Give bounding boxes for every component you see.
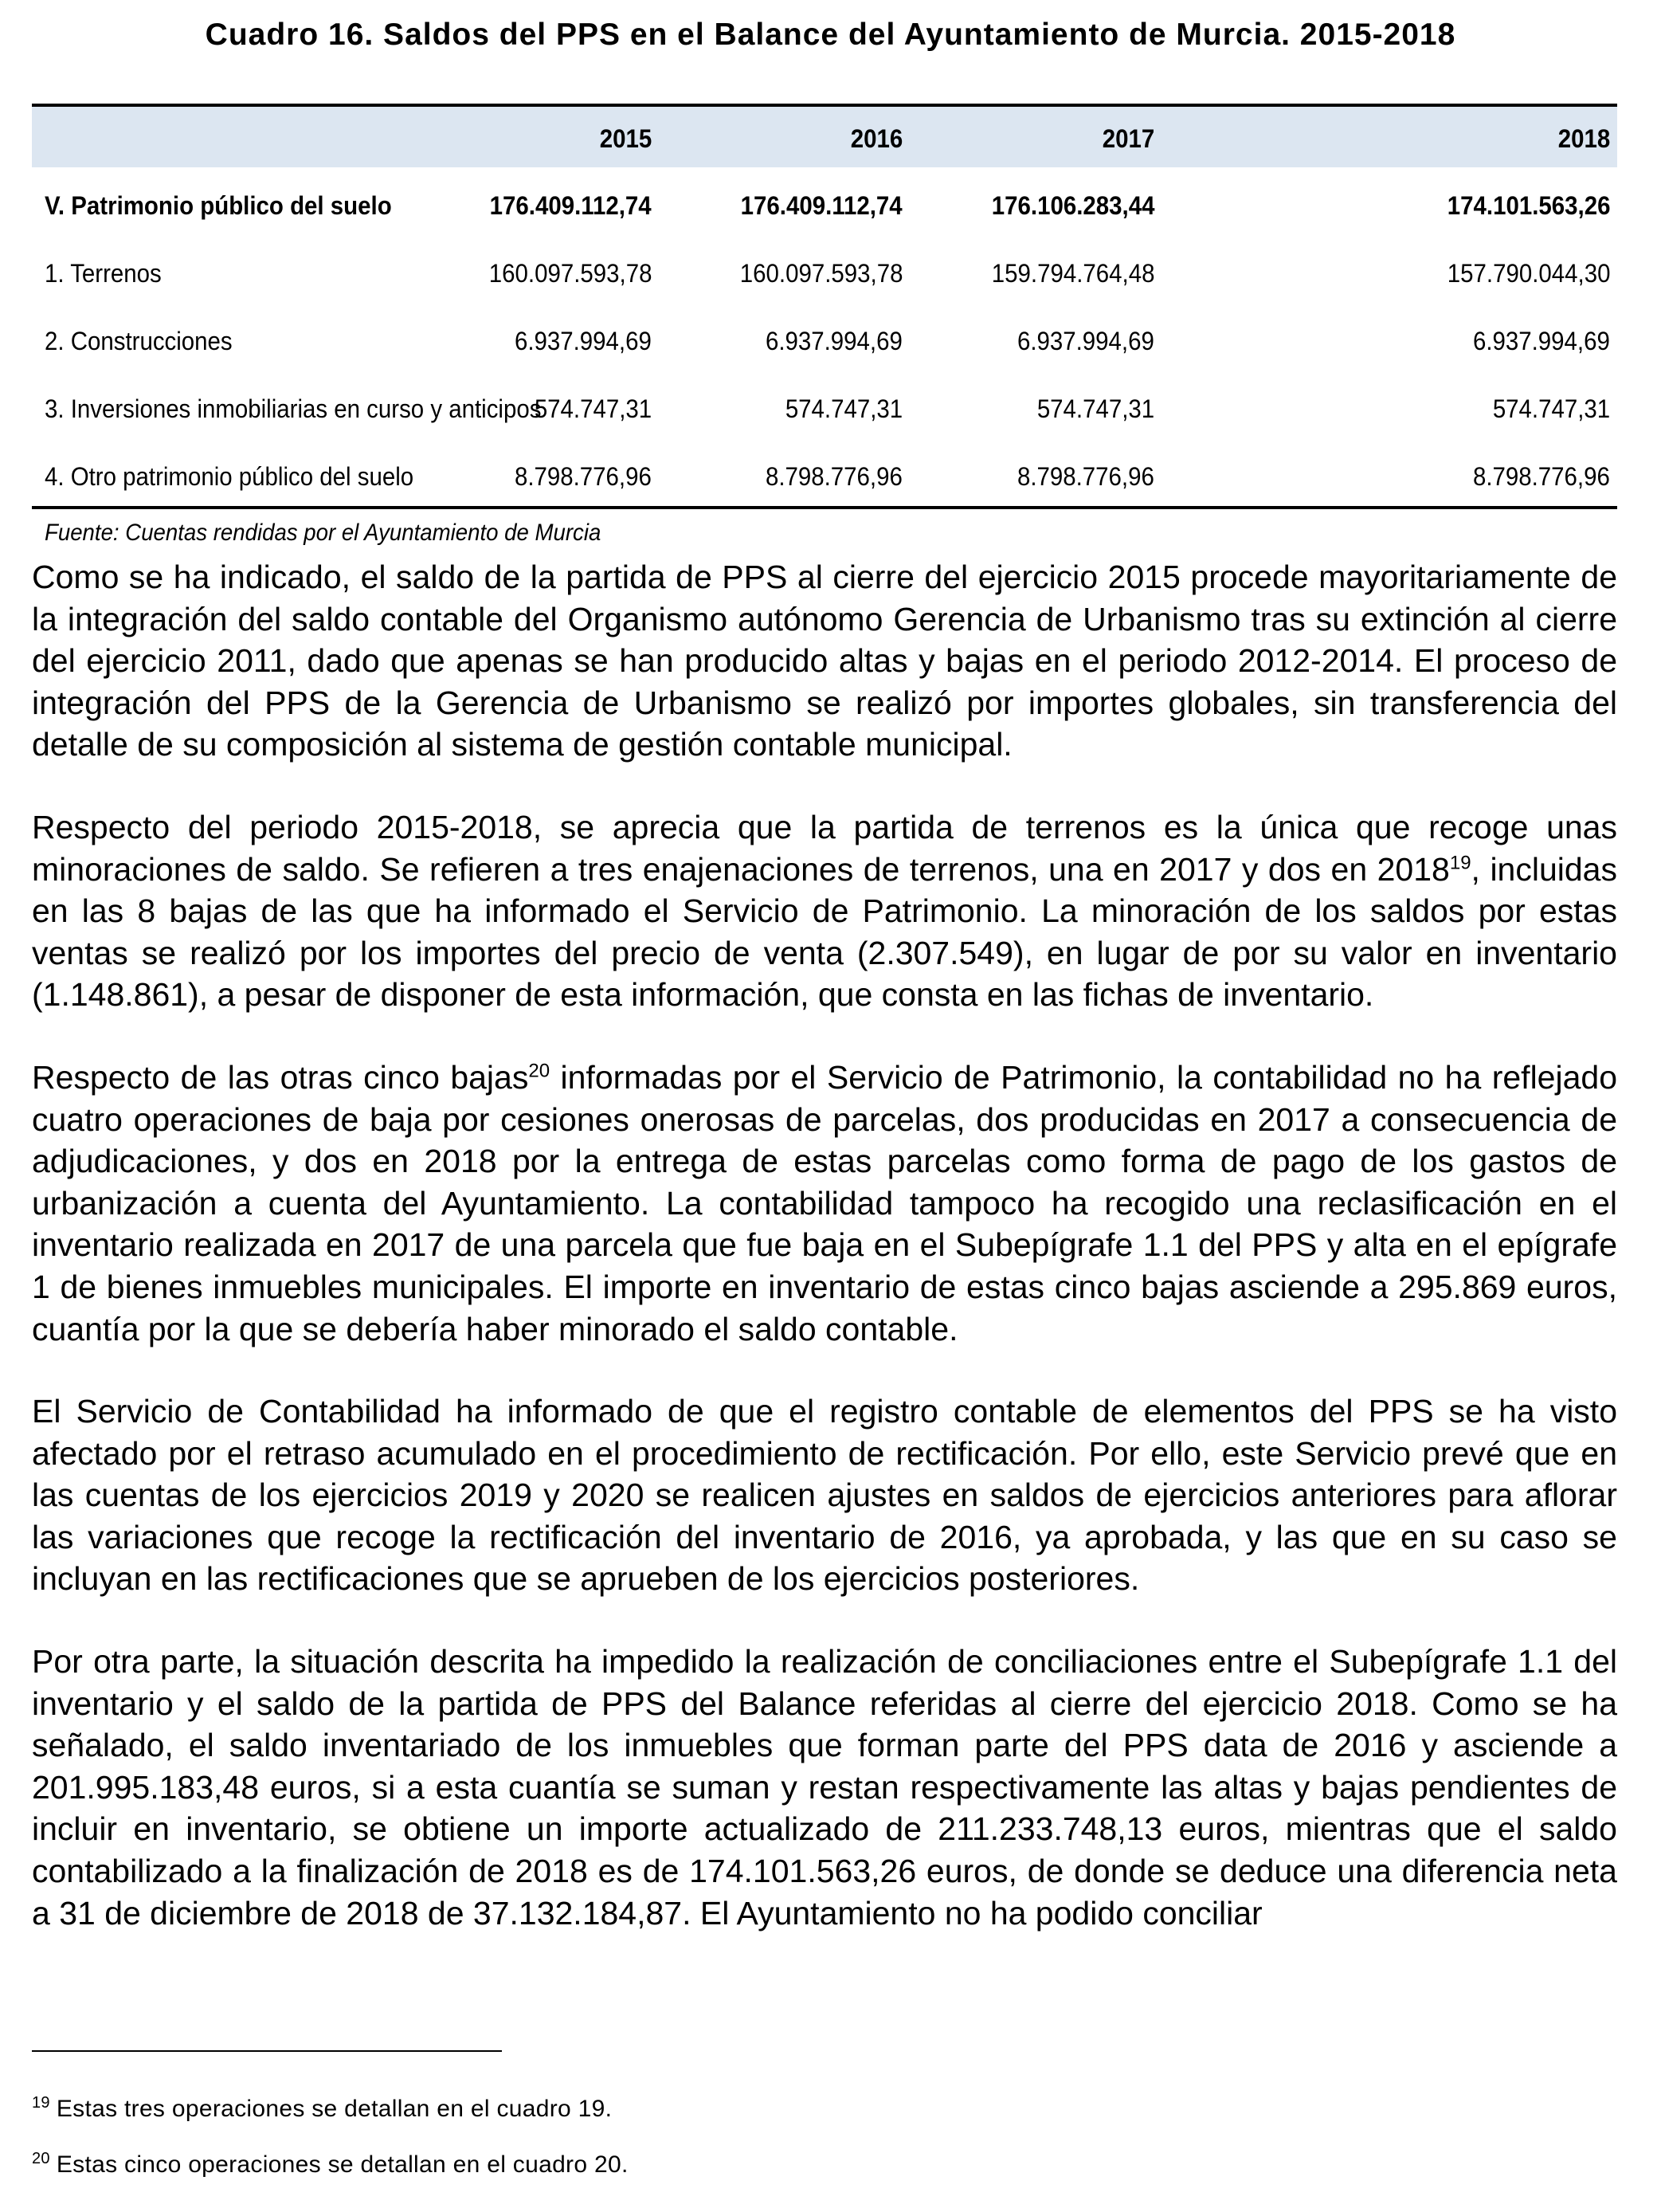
cell-2016: 574.747,31 bbox=[785, 394, 903, 423]
table-bottom-rule bbox=[32, 506, 1617, 509]
pps-balance-table bbox=[32, 104, 1617, 509]
table-row bbox=[32, 438, 1617, 506]
footnote-text: Estas tres operaciones se detallan en el cuadro 19. bbox=[56, 2096, 613, 2122]
paragraph-5: Por otra parte, la situación descrita ha impedido la realización de conciliaciones entre el Subepígrafe 1.1 del inventario y el saldo de la partida de PPS del Balance referidas al cierre del ejercicio 2018. Como se ha señalado, el saldo inventariado de los inmuebles que forman parte del PPS data de 2016 y asciende a 201.995.183,48 euros, si a esta cuantía se suman y restan respectivamente las altas y bajas pendientes de incluir en inventario, se obtiene un importe actualizado de 211.233.748,13 euros, mientras que el saldo contabilizado a la finalización de 2018 es de 174.101.563,26 euros, de donde se deduce una diferencia neta a 31 de diciembre de 2018 de 37.132.184,87. El Ayuntamiento no ha podido conciliar bbox=[32, 1643, 1617, 1932]
paragraph-3-text-b: informadas por el Servicio de Patrimonio, la contabilidad no ha reflejado cuatro operaciones de baja por cesiones onerosas de parcelas, dos producidas en 2017 a consecuencia de adjudicaciones, y dos en 2018 por la entrega de estas parcelas como forma de pago de los gastos de urbanización a cuenta del Ayuntamiento. La contabilidad tampoco ha recogido una reclasificación en el inventario realizada en 2017 de una parcela que fue baja en el Subepígrafe 1.1 del PPS y alta en el epígrafe 1 de bienes inmuebles municipales. El importe en inventario de estas cinco bajas asciende a 295.869 euros, cuantía por la que se debería haber minorado el saldo contable. bbox=[32, 1058, 1618, 1347]
header-year-2016: 2016 bbox=[850, 124, 903, 153]
table-row bbox=[32, 303, 1617, 371]
paragraph-4: El Servicio de Contabilidad ha informado de que el registro contable de elementos del PPS se ha visto afectado por el retraso acumulado en el procedimiento de rectificación. Por ello, este Servicio prevé que en las cuentas de los ejercicios 2019 y 2020 se realicen ajustes en saldos de ejercicios anteriores para aflorar las variaciones que recoge la rectificación del inventario de 2016, ya aprobada, y las que en su caso se incluyan en las rectificaciones que se aprueben de los ejercicios posteriores. bbox=[32, 1393, 1617, 1598]
cell-2018: 6.937.994,69 bbox=[1473, 327, 1610, 355]
paragraph-2-text-b: , incluidas en las 8 bajas de las que ha informado el Servicio de Patrimonio. La minoración de los saldos por estas ventas se realizó por los importes del precio de venta (2.307.549), en lugar de por su valor en inventario (1.148.861), a pesar de disponer de esta información, que consta en las fichas de inventario. bbox=[32, 850, 1617, 1014]
header-year-2018: 2018 bbox=[1557, 124, 1610, 153]
footnote-separator bbox=[32, 2050, 502, 2052]
row-label: 2. Construcciones bbox=[45, 327, 233, 355]
cell-2015: 6.937.994,69 bbox=[515, 327, 652, 355]
footnote-text: Estas cinco operaciones se detallan en el cuadro 20. bbox=[56, 2151, 629, 2178]
row-label: V. Patrimonio público del suelo bbox=[45, 191, 392, 220]
table-row bbox=[32, 371, 1617, 438]
table-row bbox=[32, 235, 1617, 303]
paragraph-1: Como se ha indicado, el saldo de la partida de PPS al cierre del ejercicio 2015 procede mayoritariamente de la integración del saldo contable del Organismo autónomo Gerencia de Urbanismo tras su extinción al cierre del ejercicio 2011, dado que apenas se han producido altas y bajas en el periodo 2012-2014. El proceso de integración del PPS de la Gerencia de Urbanismo se realizó por importes globales, sin transferencia del detalle de su composición al sistema de gestión contable municipal. bbox=[32, 559, 1617, 763]
row-label: 1. Terrenos bbox=[45, 259, 162, 288]
table-source: Fuente: Cuentas rendidas por el Ayuntamiento de Murcia bbox=[45, 520, 601, 546]
paragraph-3 bbox=[32, 1057, 1617, 1350]
footnote-number: 19 bbox=[32, 2094, 50, 2112]
footnote-20 bbox=[32, 2151, 629, 2179]
cell-2016: 8.798.776,96 bbox=[766, 462, 903, 491]
body-text bbox=[32, 556, 1617, 1975]
cell-2018: 157.790.044,30 bbox=[1447, 259, 1610, 288]
cell-2015: 574.747,31 bbox=[534, 394, 652, 423]
cell-2018: 574.747,31 bbox=[1492, 394, 1610, 423]
table-title: Cuadro 16. Saldos del PPS en el Balance del Ayuntamiento de Murcia. 2015-2018 bbox=[205, 18, 1456, 52]
paragraph-2 bbox=[32, 806, 1617, 1016]
cell-2017: 6.937.994,69 bbox=[1017, 327, 1154, 355]
cell-2017: 8.798.776,96 bbox=[1017, 462, 1154, 491]
cell-2017: 574.747,31 bbox=[1036, 394, 1154, 423]
table-row bbox=[32, 167, 1617, 235]
cell-2017: 176.106.283,44 bbox=[991, 191, 1154, 220]
cell-2016: 160.097.593,78 bbox=[739, 259, 903, 288]
footnote-ref-19[interactable]: 19 bbox=[1449, 851, 1471, 873]
cell-2018: 8.798.776,96 bbox=[1473, 462, 1610, 491]
footnote-number: 20 bbox=[32, 2150, 50, 2167]
footnote-19 bbox=[32, 2096, 612, 2123]
cell-2018: 174.101.563,26 bbox=[1447, 191, 1610, 220]
row-label: 4. Otro patrimonio público del suelo bbox=[45, 462, 414, 491]
cell-2015: 8.798.776,96 bbox=[515, 462, 652, 491]
cell-2016: 6.937.994,69 bbox=[766, 327, 903, 355]
footnote-ref-20[interactable]: 20 bbox=[528, 1060, 550, 1082]
cell-2017: 159.794.764,48 bbox=[991, 259, 1154, 288]
cell-2015: 160.097.593,78 bbox=[488, 259, 652, 288]
header-year-2015: 2015 bbox=[599, 124, 652, 153]
paragraph-3-text-a: Respecto de las otras cinco bajas bbox=[32, 1058, 529, 1096]
table-header-row bbox=[32, 107, 1617, 167]
paragraph-2-text-a: Respecto del periodo 2015-2018, se aprecia que la partida de terrenos es la única que recoge unas minoraciones de saldo. Se refieren a tres enajenaciones de terrenos, una en 2017 y dos en 2018 bbox=[32, 808, 1617, 888]
header-year-2017: 2017 bbox=[1102, 124, 1154, 153]
cell-2016: 176.409.112,74 bbox=[740, 191, 903, 220]
cell-2015: 176.409.112,74 bbox=[489, 191, 652, 220]
row-label: 3. Inversiones inmobiliarias en curso y anticipos bbox=[45, 394, 542, 423]
